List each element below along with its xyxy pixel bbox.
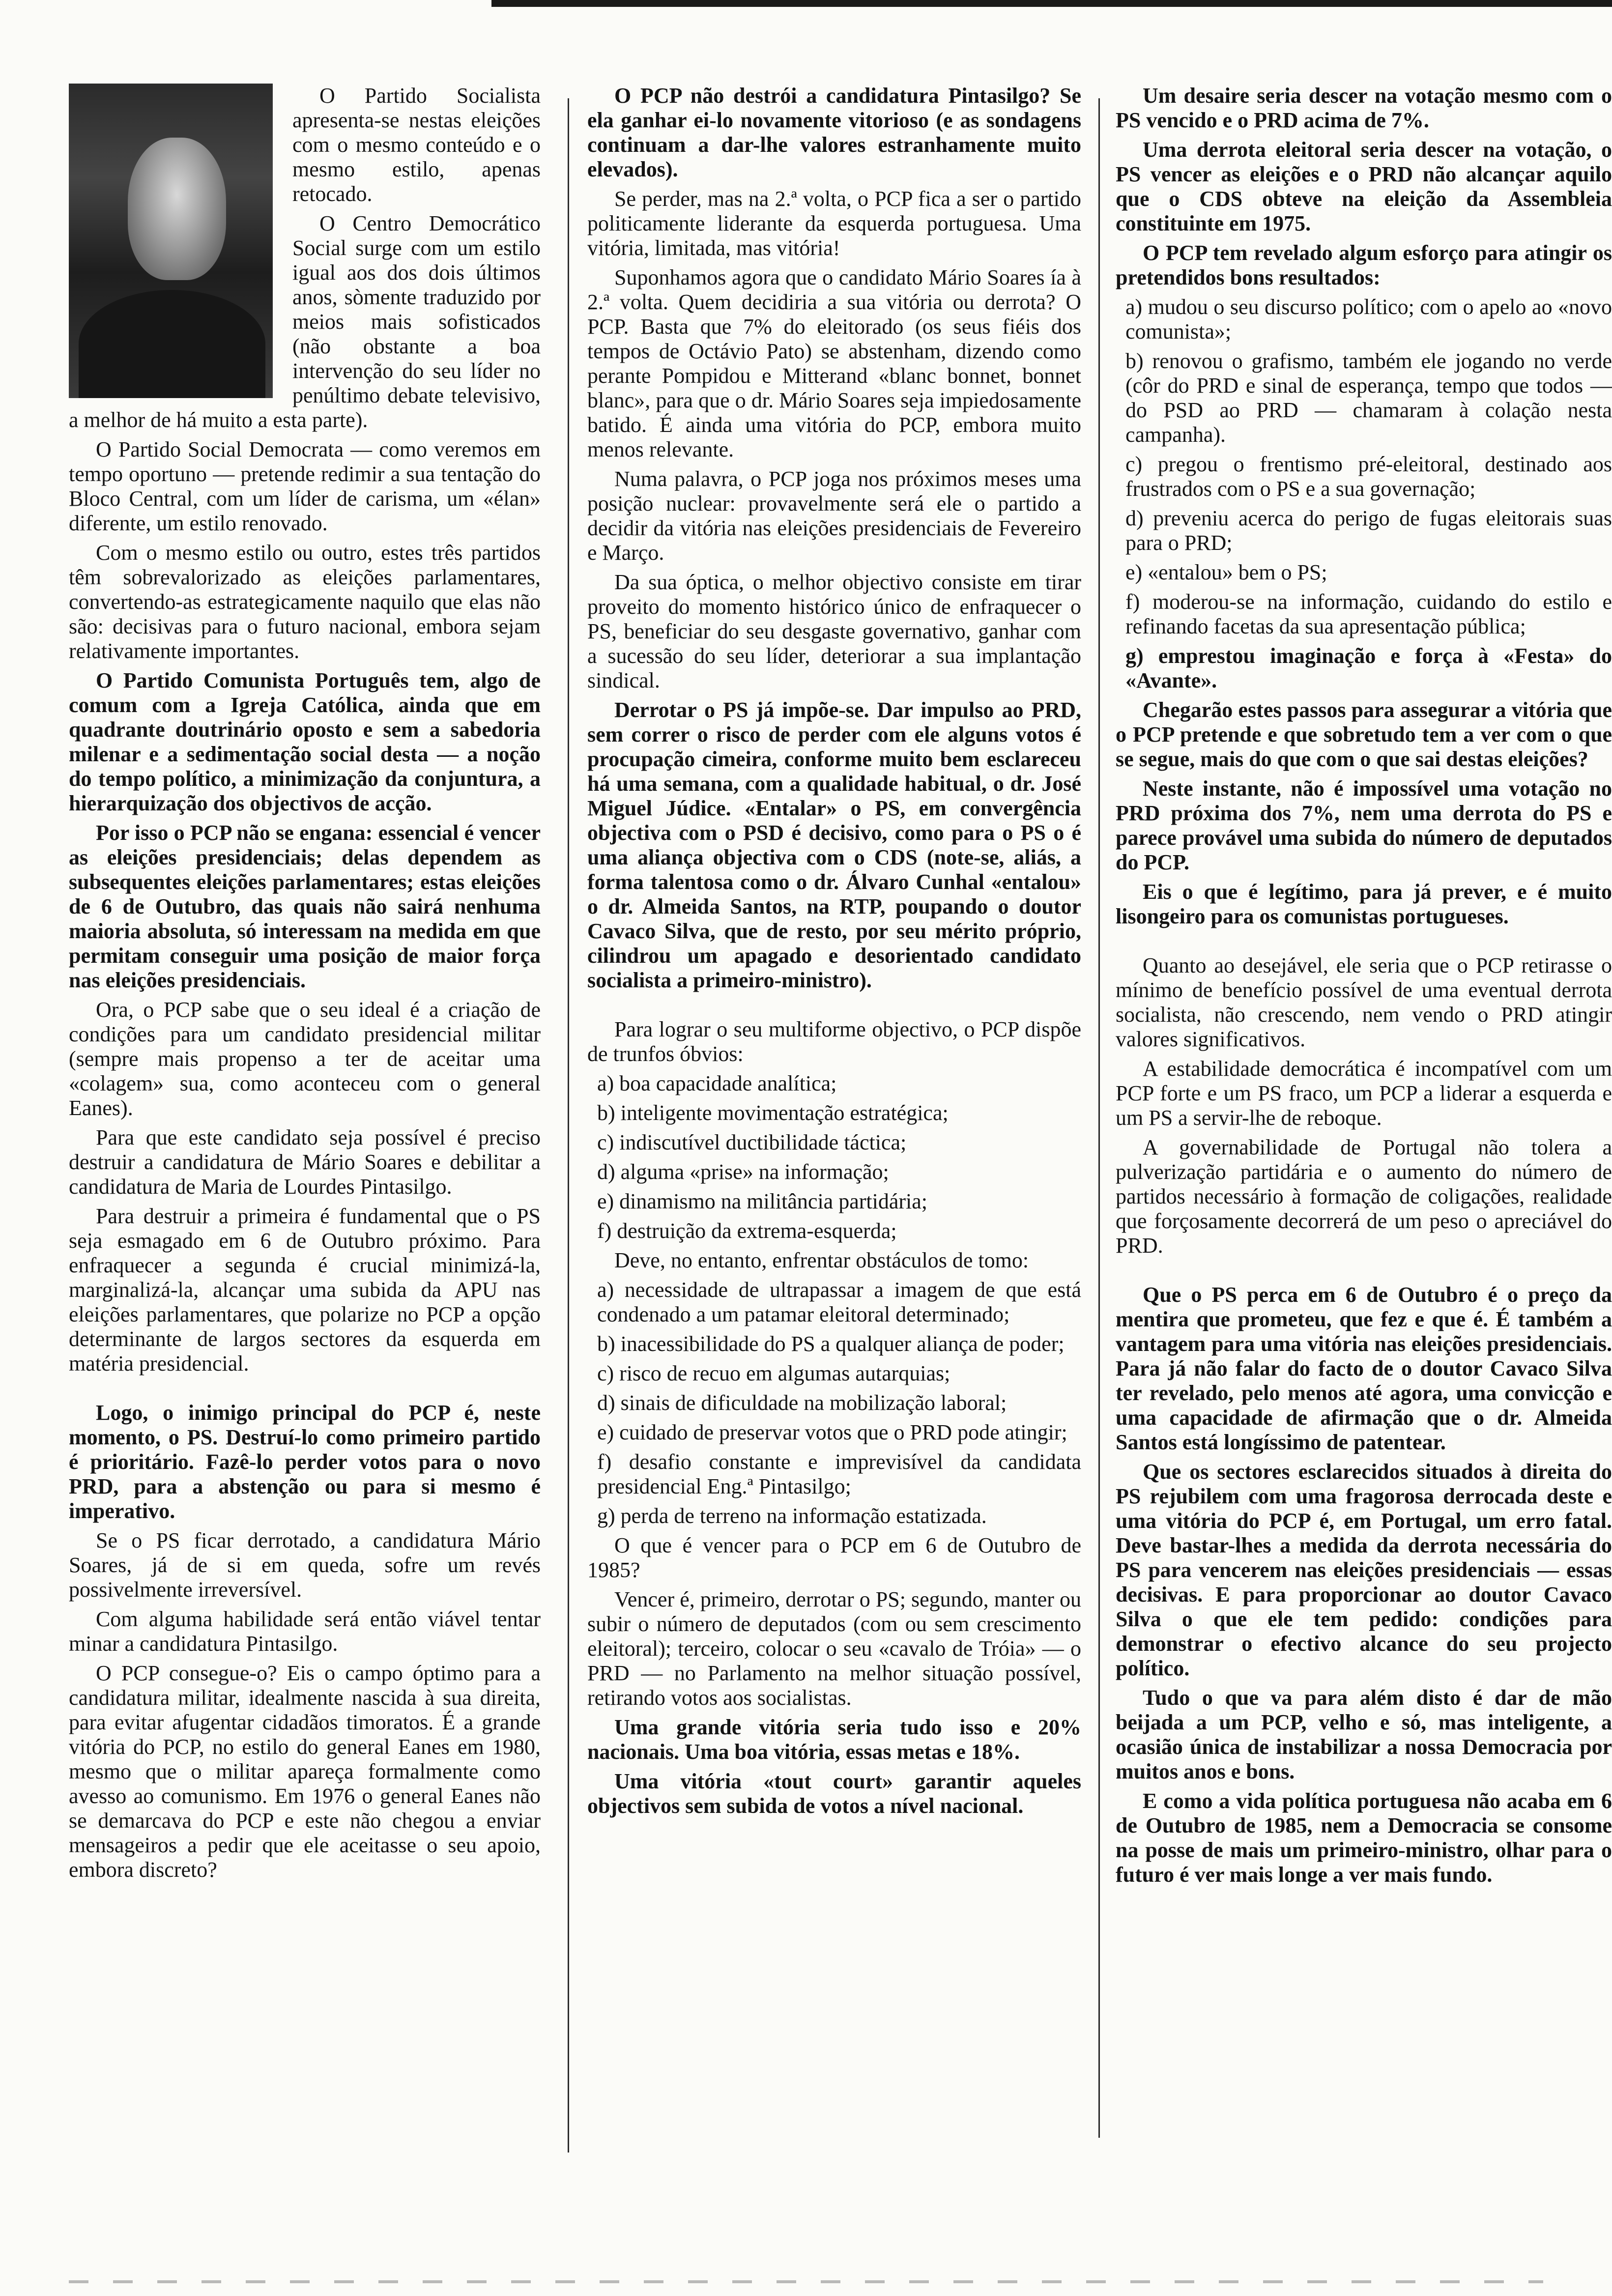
paragraph-bold: O Partido Comunista Português tem, algo de comum com a Igreja Católica, ainda que em quadrante doutrinário oposto e sem a sabedoria milenar e a sedimentação social desta — a noção do tempo político, a minimização da conjuntura, a hierarquização dos objectivos de acção.	[69, 668, 541, 815]
list-item: c) risco de recuo em algumas autarquias;	[597, 1361, 950, 1385]
list-item: b) inacessibilidade do PS a qualquer aliança de poder;	[597, 1332, 1065, 1356]
paragraph: Com o mesmo estilo ou outro, estes três partidos têm sobrevalorizado as eleições parlamentares, convertendo-as estrategicamente naquilo que elas não são: decisivas para o futuro nacional, embora sejam relativamente importantes.	[69, 541, 541, 663]
paragraph-bold: O PCP tem revelado algum esforço para atingir os pretendidos bons resultados:	[1116, 241, 1612, 289]
paragraph: O que é vencer para o PCP em 6 de Outubro de 1985?	[587, 1533, 1081, 1582]
paragraph: O PCP consegue-o? Eis o campo óptimo para a candidatura militar, idealmente nascida à sua direita, para evitar afugentar cidadãos timoratos. É a grande vitória do PCP, no estilo do general Eanes em 1980, mesmo que o militar apareça formalmente como avesso ao comunismo. Em 1976 o general Eanes não se demarcava do PCP e este não chegou a enviar mensageiros a pedir que ele aceitasse o seu apoio, embora discreto?	[69, 1661, 541, 1882]
paragraph-bold: Um desaire seria descer na votação mesmo com o PS vencido e o PRD acima de 7%.	[1116, 84, 1612, 132]
paragraph: Para que este candidato seja possível é preciso destruir a candidatura de Mário Soares e debilitar a candidatura de Maria de Lourdes Pintasilgo.	[69, 1125, 541, 1199]
list-item: e) cuidado de preservar votos que o PRD pode atingir;	[597, 1420, 1067, 1444]
paragraph: Deve, no entanto, enfrentar obstáculos de tomo:	[614, 1248, 1029, 1272]
footer-noise	[69, 2280, 1543, 2283]
paragraph: O Partido Socialista apresenta-se nestas eleições com o mesmo conteúdo e o mesmo estilo, apenas retocado.	[292, 84, 541, 206]
paragraph: O Partido Social Democrata — como veremos em tempo oportuno — pretende redimir a sua tentação do Bloco Central, com um líder de carisma, um «élan» diferente, um estilo renovado.	[69, 437, 541, 535]
paragraph: Se perder, mas na 2.ª volta, o PCP fica a ser o partido politicamente liderante da esquerda portuguesa. Uma vitória, limitada, mas vitória!	[587, 187, 1081, 260]
list-item: f) moderou-se na informação, cuidando do estilo e refinando facetas da sua apresentação pública;	[1125, 590, 1612, 638]
paragraph-bold: Que o PS perca em 6 de Outubro é o preço da mentira que prometeu, que fez e que é. É também a vantagem para uma vitória nas eleições presidenciais. Para já não falar do facto de o doutor Cavaco Silva ter revelado, pelo menos até agora, uma convicção e uma capacidade de afirmação que o dr. Almeida Santos está longíssimo de patentear.	[1116, 1283, 1612, 1454]
paragraph: Para lograr o seu multiforme objectivo, o PCP dispõe de trunfos óbvios:	[587, 1017, 1081, 1066]
paragraph: Suponhamos agora que o candidato Mário Soares ía à 2.ª volta. Quem decidiria a sua vitória ou derrota? O PCP. Basta que 7% do eleitorado (os seus fiéis dos tempos de Octávio Pato) se abstenham, dizendo como perante Pompidou e Mitterand «blanc bonnet, bonnet blanc», para que o dr. Mário Soares seja impiedosamente batido. É ainda uma vitória do PCP, embora muito menos relevante.	[587, 265, 1081, 461]
paragraph: Ora, o PCP sabe que o seu ideal é a criação de condições para um candidato presidencial militar (sempre mais propenso a ter de aceitar uma «colagem» sua, como aconteceu com o general Eanes).	[69, 998, 541, 1120]
list-item: d) alguma «prise» na informação;	[597, 1160, 889, 1184]
list-item: b) inteligente movimentação estratégica;	[597, 1101, 949, 1125]
list-item: g) perda de terreno na informação estatizada.	[597, 1504, 987, 1528]
photo-shoulders	[79, 290, 265, 398]
paragraph: Para destruir a primeira é fundamental que o PS seja esmagado em 6 de Outubro próximo. Para enfraquecer a segunda é crucial minimizá-la, marginalizá-la, alcançar uma subida da APU nas eleições parlamentares, que polarize no PCP a opção determinante de largos sectores da esquerda em matéria presidencial.	[69, 1204, 541, 1376]
paragraph-bold: Tudo o que va para além disto é dar de mão beijada a um PCP, velho e só, mas inteligente, a ocasião única de instabilizar a nossa Democracia por muitos anos e bons.	[1116, 1686, 1612, 1783]
paragraph-bold: Neste instante, não é impossível uma votação no PRD próxima dos 7%, nem uma derrota do PS e parece provável uma subida do número de deputados do PCP.	[1116, 776, 1612, 874]
paragraph-bold: Uma vitória «tout court» garantir aqueles objectivos sem subida de votos a nível nacional.	[587, 1769, 1081, 1818]
author-photo	[69, 84, 273, 398]
list-item: f) desafio constante e imprevisível da candidata presidencial Eng.ª Pintasilgo;	[597, 1450, 1081, 1498]
list-item: a) necessidade de ultrapassar a imagem de que está condenado a um patamar eleitoral determinado;	[597, 1278, 1081, 1326]
list-item: b) renovou o grafismo, também ele jogando no verde (côr do PRD e sinal de esperança, tempo que todos — do PSD ao PRD — chamaram à colação nesta campanha).	[1125, 349, 1612, 447]
paragraph: O Centro Democrático Social surge com um estilo igual aos dos dois últimos anos, sòmente traduzido por meios mais sofisticados (não obstante a boa intervenção do seu líder no penúltimo debate televisivo, a melhor de há muito a esta parte).	[69, 211, 541, 432]
paragraph-bold: Logo, o inimigo principal do PCP é, neste momento, o PS. Destruí-lo como primeiro partido é prioritário. Fazê-lo perder votos para o novo PRD, para a abstenção ou para si mesmo é imperativo.	[69, 1401, 541, 1523]
list-item: c) pregou o frentismo pré-eleitoral, destinado aos frustrados com o PS e a sua governação;	[1125, 452, 1612, 501]
column-divider	[568, 98, 569, 2152]
paragraph: Se o PS ficar derrotado, a candidatura Mário Soares, já de si em queda, sofre um revés possivelmente irreversível.	[69, 1528, 541, 1602]
list-item: d) preveniu acerca do perigo de fugas eleitorais suas para o PRD;	[1125, 506, 1612, 555]
paragraph-bold: Uma derrota eleitoral seria descer na votação, o PS vencer as eleições e o PRD não alcançar aquilo que o CDS obteve na eleição da Assembleia constituinte em 1975.	[1116, 138, 1612, 235]
paragraph: Quanto ao desejável, ele seria que o PCP retirasse o mínimo de benefício possível de uma eventual derrota socialista, não crescendo, nem vendo o PRD atingir valores significativos.	[1116, 953, 1612, 1051]
paragraph: Com alguma habilidade será então viável tentar minar a candidatura Pintasilgo.	[69, 1607, 541, 1656]
paragraph-bold: Uma grande vitória seria tudo isso e 20% nacionais. Uma boa vitória, essas metas e 18%.	[587, 1715, 1081, 1764]
column-middle	[587, 84, 1081, 1823]
paragraph: Numa palavra, o PCP joga nos próximos meses uma posição nuclear: provavelmente será ele o partido a decidir da vitória nas eleições presidenciais de Fevereiro e Março.	[587, 467, 1081, 565]
list-item: a) boa capacidade analítica;	[597, 1071, 837, 1095]
paragraph: A estabilidade democrática é incompatível com um PCP forte e um PS fraco, um PCP a liderar a esquerda e um PS a servir-lhe de reboque.	[1116, 1057, 1612, 1130]
list-item: c) indiscutível ductibilidade táctica;	[597, 1130, 907, 1154]
column-right	[1116, 84, 1612, 1892]
list-item: e) dinamismo na militância partidária;	[597, 1189, 927, 1213]
paragraph: Vencer é, primeiro, derrotar o PS; segundo, manter ou subir o número de deputados (com ou sem crescimento eleitoral); terceiro, colocar o seu «cavalo de Tróia» — o PRD — no Parlamento na melhor situação possível, retirando votos aos socialistas.	[587, 1587, 1081, 1710]
paragraph: A governabilidade de Portugal não tolera a pulverização partidária e o aumento do número de partidos necessário à formação de coligações, realidade que forçosamente decorrerá de um peso o apreciável do PRD.	[1116, 1135, 1612, 1258]
list-item: g) emprestou imaginação e força à «Festa» do «Avante».	[1125, 644, 1612, 692]
list-item: a) mudou o seu discurso político; com o apelo ao «novo comunista»;	[1125, 295, 1612, 344]
list-item: d) sinais de dificuldade na mobilização laboral;	[597, 1391, 1007, 1415]
photo-face	[128, 138, 226, 280]
top-rule	[491, 0, 1612, 7]
paragraph-bold: Por isso o PCP não se engana: essencial é vencer as eleições presidenciais; delas dependem as subsequentes eleições parlamentares; estas eleições de 6 de Outubro, das quais não sairá nenhuma maioria absoluta, só interessam na medida em que permitam conseguir uma posição de maior força nas eleições presidenciais.	[69, 821, 541, 992]
list-item: e) «entalou» bem o PS;	[1125, 560, 1327, 584]
paragraph-bold: O PCP não destrói a candidatura Pintasilgo? Se ela ganhar ei-lo novamente vitorioso (e as sondagens continuam a dar-lhe valores estranhamente muito elevados).	[587, 84, 1081, 181]
paragraph-bold: E como a vida política portuguesa não acaba em 6 de Outubro de 1985, nem a Democracia se consome na posse de mais um primeiro-ministro, olhar para o futuro é ver mais longe a ver mais fundo.	[1116, 1789, 1612, 1887]
list-item: f) destruição da extrema-esquerda;	[597, 1219, 897, 1243]
paragraph-bold: Que os sectores esclarecidos situados à direita do PS rejubilem com uma fragorosa derrocada deste e uma vitória do PCP é, em Portugal, um erro fatal. Deve bastar-lhes a medida da derrota necessária do PS para vencerem nas eleições presidenciais — essas decisivas. E para proporcionar ao doutor Cavaco Silva o que ele tem pedido: condições para demonstrar o efectivo alcance do seu projecto político.	[1116, 1460, 1612, 1680]
paragraph-bold: Derrotar o PS já impõe-se. Dar impulso ao PRD, sem correr o risco de perder com ele alguns votos é procupação cimeira, conforme muito bem esclareceu há uma semana, com a qualidade habitual, o dr. José Miguel Júdice. «Entalar» o PS, em convergência objectiva com o PSD é decisivo, como para o PS o é uma aliança objectiva com o CDS (note-se, aliás, a forma talentosa como o dr. Álvaro Cunhal «entalou» o dr. Almeida Santos, na RTP, poupando o doutor Cavaco Silva, que de resto, por seu mérito próprio, cilindrou um apagado e desorientado candidato socialista a primeiro-ministro).	[587, 698, 1081, 992]
paragraph-bold: Chegarão estes passos para assegurar a vitória que o PCP pretende e que sobretudo tem a ver com o que se segue, mais do que com o que sai destas eleições?	[1116, 698, 1612, 771]
column-left	[69, 84, 541, 1887]
paragraph: Da sua óptica, o melhor objectivo consiste em tirar proveito do momento histórico único de enfraquecer o PS, beneficiar do seu desgaste governativo, ganhar com a sucessão do seu líder, deteriorar a sua implantação sindical.	[587, 570, 1081, 692]
column-divider	[1098, 98, 1100, 2138]
paragraph-bold: Eis o que é legítimo, para já prever, e é muito lisongeiro para os comunistas portugueses.	[1116, 880, 1612, 928]
